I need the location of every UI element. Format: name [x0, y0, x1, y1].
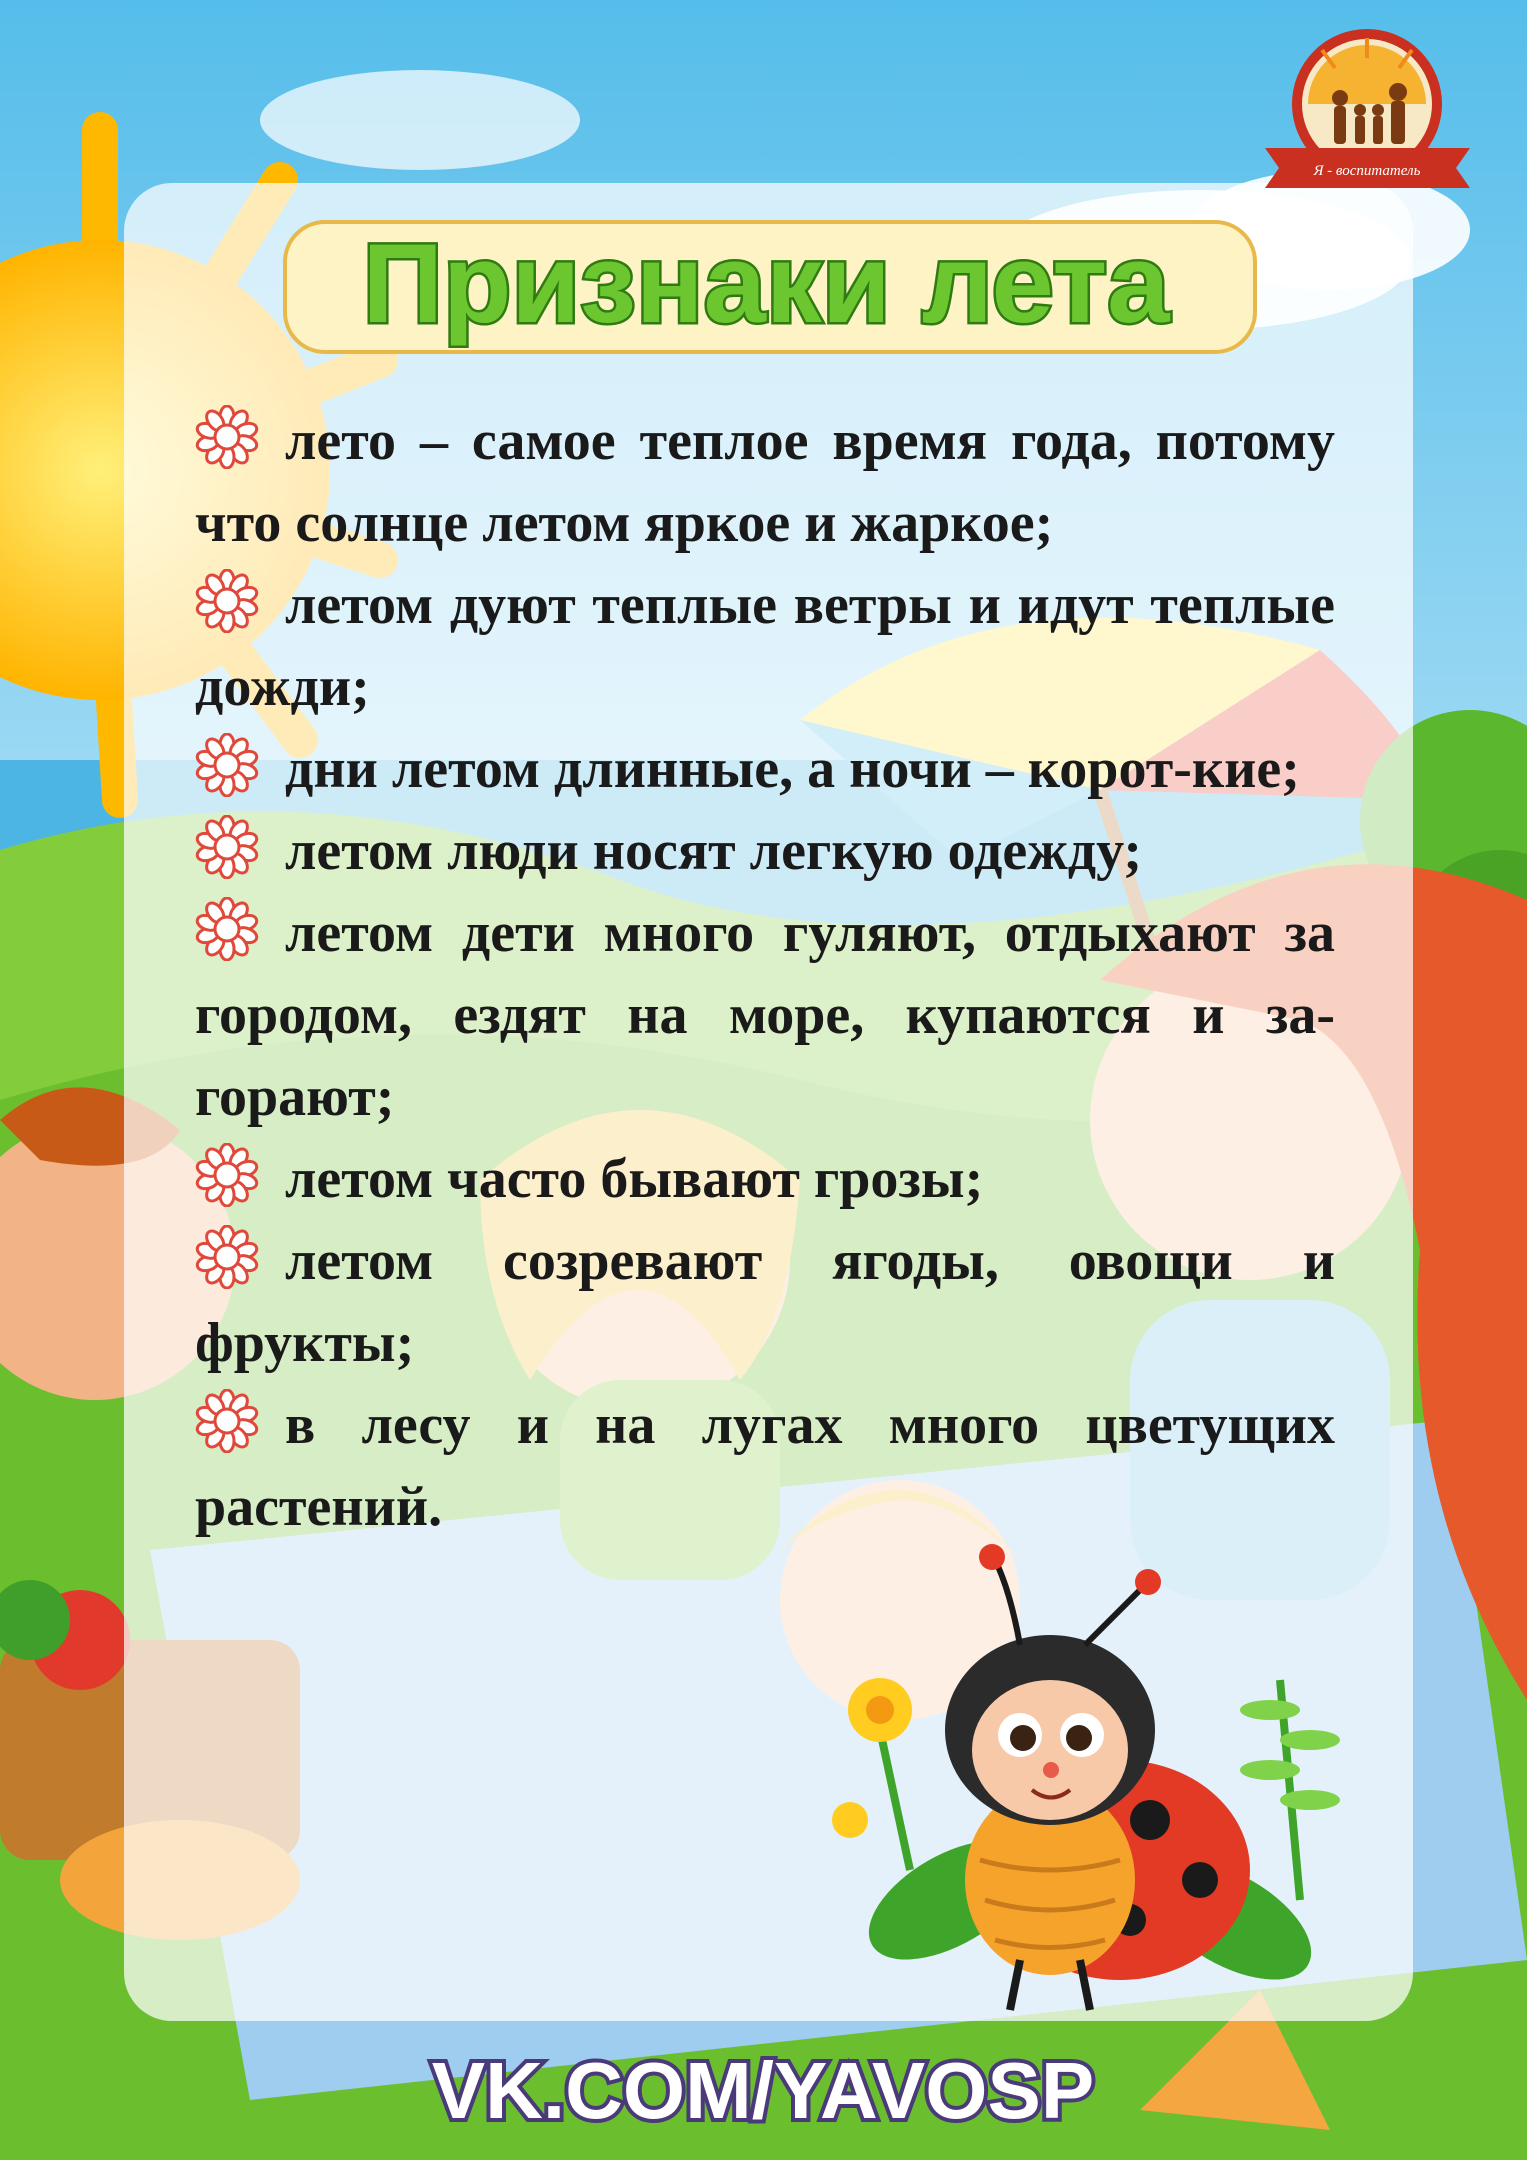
svg-text:Я - воспитатель: Я - воспитатель — [1313, 163, 1421, 179]
signs-list — [195, 400, 1335, 1548]
list-item — [195, 1384, 1335, 1548]
list-item-text: в лесу и на лугах много цветущих растений. — [195, 1394, 1335, 1538]
list-item-text: летом дети много гуляют, отдыхают за городом, ездят на море, купаются и за-горают; — [195, 902, 1335, 1128]
list-item — [195, 400, 1335, 564]
flower-bullet-icon — [195, 1389, 259, 1453]
list-item-text: дни летом длинные, а ночи – корот-кие; — [285, 738, 1300, 800]
list-item-text: лето – самое теплое время года, потому что солнце летом яркое и жаркое; — [195, 410, 1335, 554]
list-item — [195, 728, 1335, 810]
list-item-text: летом созревают ягоды, овощи и фрукты; — [195, 1230, 1335, 1374]
list-item — [195, 810, 1335, 892]
list-item — [195, 564, 1335, 728]
list-item-text: летом люди носят легкую одежду; — [285, 820, 1143, 882]
list-item — [195, 892, 1335, 1138]
flower-bullet-icon — [195, 405, 259, 469]
flower-bullet-icon — [195, 897, 259, 961]
flower-bullet-icon — [195, 1225, 259, 1289]
list-item — [195, 1220, 1335, 1384]
flower-bullet-icon — [195, 733, 259, 797]
ladybug-illustration — [820, 1540, 1340, 2020]
list-item-text: летом дуют теплые ветры и идут теплые дожди; — [195, 574, 1335, 718]
list-item — [195, 1138, 1335, 1220]
flower-bullet-icon — [195, 569, 259, 633]
list-item-text: летом часто бывают грозы; — [285, 1148, 984, 1210]
logo — [1260, 28, 1475, 193]
footer-banner — [0, 2040, 1527, 2140]
title-banner — [0, 207, 1527, 357]
flower-bullet-icon — [195, 1143, 259, 1207]
page-title: Признаки лета — [362, 221, 1170, 346]
footer-url: VK.COM/YAVOSP — [431, 2046, 1095, 2135]
flower-bullet-icon — [195, 815, 259, 879]
